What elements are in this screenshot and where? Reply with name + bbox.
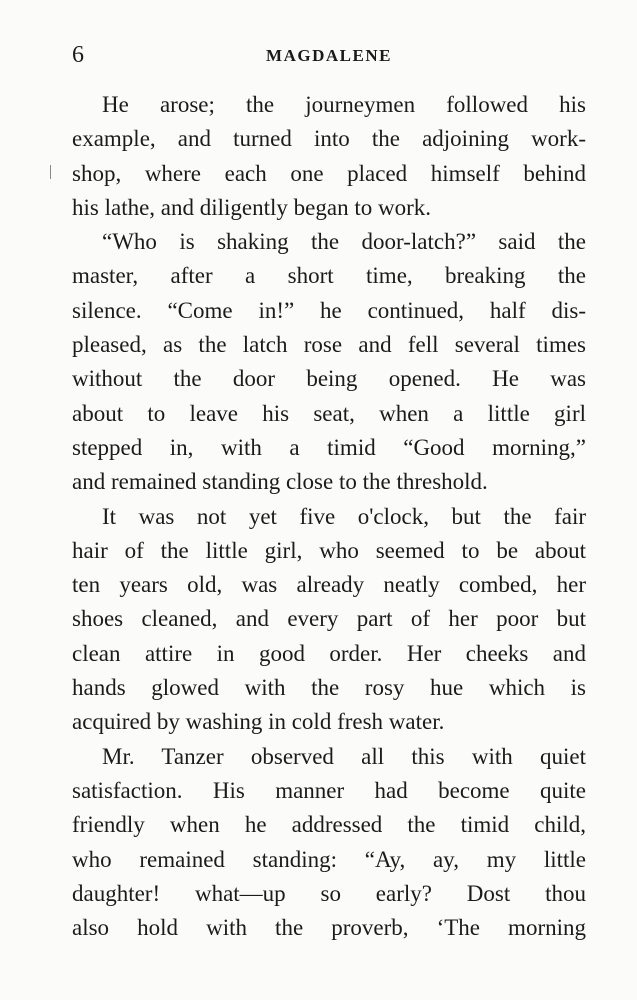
text-line: about to leave his seat, when a little girl — [72, 400, 586, 426]
text-line: satisfaction. His manner had become quite — [72, 777, 586, 803]
margin-mark — [50, 165, 51, 179]
text-line: shoes cleaned, and every part of her poor but — [72, 606, 586, 632]
text-line: and remained standing close to the threshold. — [72, 469, 488, 495]
text-line: stepped in, with a timid “Good morning,” — [72, 434, 586, 460]
body-text — [72, 88, 586, 945]
running-head — [72, 42, 586, 68]
text-line: hands glowed with the rosy hue which is — [72, 675, 586, 701]
running-title: MAGDALENE — [266, 46, 392, 65]
text-line: example, and turned into the adjoining work- — [72, 126, 586, 152]
text-line: hair of the little girl, who seemed to be about — [72, 537, 586, 563]
text-line: master, after a short time, breaking the — [72, 263, 586, 289]
page-number: 6 — [72, 42, 84, 68]
text-line: his lathe, and diligently began to work. — [72, 194, 431, 220]
text-line: friendly when he addressed the timid child, — [72, 812, 586, 838]
text-line: It was not yet five o'clock, but the fair — [102, 503, 586, 529]
text-line: also hold with the proverb, ‘The morning — [72, 915, 586, 941]
text-line: “Who is shaking the door-latch?” said the — [102, 229, 586, 255]
text-line: without the door being opened. He was — [72, 366, 586, 392]
text-line: acquired by washing in cold fresh water. — [72, 709, 445, 735]
text-line: pleased, as the latch rose and fell several times — [72, 332, 586, 358]
text-line: daughter! what—up so early? Dost thou — [72, 880, 586, 906]
text-line: clean attire in good order. Her cheeks and — [72, 640, 586, 666]
text-line: He arose; the journeymen followed his — [102, 92, 586, 117]
text-line: silence. “Come in!” he continued, half dis- — [72, 297, 586, 323]
text-line: ten years old, was already neatly combed, her — [72, 572, 586, 598]
text-line: Mr. Tanzer observed all this with quiet — [102, 743, 586, 769]
text-line: shop, where each one placed himself behind — [72, 160, 586, 186]
text-line: who remained standing: “Ay, ay, my little — [72, 846, 586, 872]
